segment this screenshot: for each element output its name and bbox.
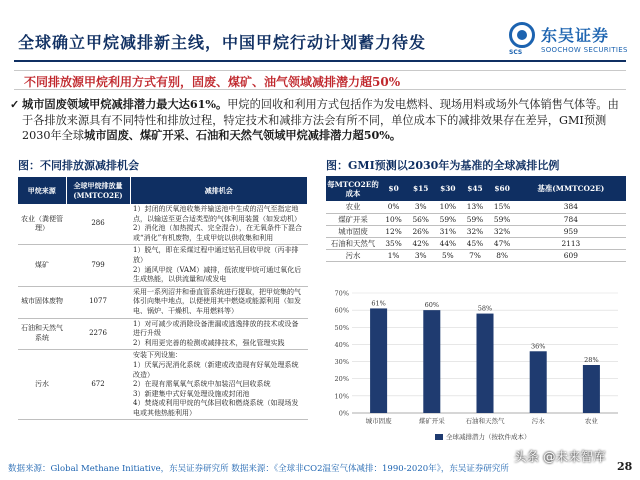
bar xyxy=(370,308,387,413)
y-tick-label: 50% xyxy=(334,323,349,332)
header xyxy=(0,0,640,62)
source-cell: 城市固体废物 xyxy=(18,286,66,318)
table-row xyxy=(18,286,308,318)
col-header-amount: 全球甲烷排放量(MMTCO2E) xyxy=(66,177,130,204)
logo-mark-text: SCS xyxy=(509,49,523,56)
col-header: $0 xyxy=(380,176,407,201)
data-label: 61% xyxy=(371,299,386,308)
logo-mark-icon xyxy=(509,22,535,48)
watermark: 头条 @未来智库 xyxy=(514,449,606,464)
x-tick-label: 石油和天然气 xyxy=(465,417,505,425)
data-label: 58% xyxy=(477,304,493,313)
source-cell: 农业（粪便管理） xyxy=(18,204,66,245)
checkmark-icon: ✓ xyxy=(10,98,20,111)
col-header-source: 甲烷来源 xyxy=(18,177,66,204)
value-cell: 59% xyxy=(489,213,516,225)
row-label-cell: 污水 xyxy=(326,249,380,261)
bar xyxy=(476,314,493,413)
value-cell: 59% xyxy=(434,213,461,225)
value-cell: 26% xyxy=(407,225,434,237)
y-tick-label: 70% xyxy=(334,289,349,298)
value-cell: 5% xyxy=(434,249,461,261)
table-row xyxy=(326,213,626,225)
logo-text-cn: 东吴证券 xyxy=(541,26,610,45)
legend-label: 全球减排潜力（按软件成本） xyxy=(446,433,531,441)
value-cell: 47% xyxy=(489,237,516,249)
value-cell: 45% xyxy=(461,237,488,249)
value-cell: 8% xyxy=(489,249,516,261)
y-tick-label: 0% xyxy=(338,409,349,418)
row-label-cell: 煤矿开采 xyxy=(326,213,380,225)
bullet-paragraph xyxy=(10,97,622,144)
value-cell: 3% xyxy=(407,249,434,261)
value-cell: 44% xyxy=(434,237,461,249)
col-header: $15 xyxy=(407,176,434,201)
value-cell: 32% xyxy=(461,225,488,237)
col-header-opportunity: 减排机会 xyxy=(130,177,308,204)
value-cell: 1% xyxy=(380,249,407,261)
value-cell: 384 xyxy=(516,201,626,213)
y-tick-label: 10% xyxy=(334,392,349,401)
table-row xyxy=(18,204,308,245)
source-cell: 污水 xyxy=(18,350,66,420)
opportunity-cell: 1）对可减少或消除设备泄漏或逃逸排放的技术或设备进行升级 2）利用更完善的检测或减排技术，强化管理实践 xyxy=(130,318,308,350)
value-cell: 42% xyxy=(407,237,434,249)
value-cell: 35% xyxy=(380,237,407,249)
data-label: 36% xyxy=(530,342,546,351)
table-row xyxy=(326,225,626,237)
y-tick-label: 60% xyxy=(334,306,349,315)
value-cell: 59% xyxy=(461,213,488,225)
value-cell: 32% xyxy=(489,225,516,237)
x-tick-label: 农业 xyxy=(584,417,598,425)
opportunity-cell: 1）封闭的厌氧池收集并输送池中生成的沼气至指定地点，以输送至更合适类型的气体利用装置（如发动机） 2）消化池（加热搅式、完全混合），在无氧条件下混合或“消化”有机废物，生成甲烷以供收集和利用 xyxy=(130,204,308,245)
amount-cell: 286 xyxy=(66,204,130,245)
bar xyxy=(530,351,547,413)
bar xyxy=(583,365,600,413)
x-tick-label: 污水 xyxy=(531,417,545,425)
emission-source-table xyxy=(18,177,308,420)
col-header: 基准(MMTCO2E) xyxy=(516,176,626,201)
table-row xyxy=(18,350,308,420)
page-title: 全球确立甲烷减排新主线，中国甲烷行动计划蓄力待发 xyxy=(18,33,427,52)
y-tick-label: 30% xyxy=(334,358,349,367)
table-header-row xyxy=(326,176,626,201)
y-tick-label: 40% xyxy=(334,340,349,349)
table-row xyxy=(326,249,626,261)
col-header: $45 xyxy=(461,176,488,201)
amount-cell: 1077 xyxy=(66,286,130,318)
page-number: 28 xyxy=(617,460,633,473)
chart-svg xyxy=(326,287,626,447)
value-cell: 10% xyxy=(380,213,407,225)
table-header-row xyxy=(18,177,308,204)
value-cell: 609 xyxy=(516,249,626,261)
bar xyxy=(423,310,440,413)
logo xyxy=(509,22,629,58)
value-cell: 0% xyxy=(380,201,407,213)
opportunity-cell: 安装下列设施： 1）厌氧污泥消化系统（新建或改造现有好氧处理系统改造） 2）在现有需氧氧气系统中加装沼气回收系统 3）新建集中式好氧处理设施或封闭池 4）焚烧或利用甲烷的气体回收和燃烧系统（如现场发电或其他热能利用） xyxy=(130,350,308,420)
opportunity-cell: 1）脱气，即在采煤过程中通过钻孔回收甲烷（丙非排放） 2）通风甲烷（VAM）减排，低浓度甲烷可通过氧化后生成热能，以供流量和/或发电 xyxy=(130,245,308,286)
logo-text-en: SOOCHOW SECURITIES xyxy=(541,46,628,54)
row-label-cell: 石油和天然气 xyxy=(326,237,380,249)
bullet-body: 甲烷的回收和利用方式包括作为发电燃料、现场用料或场外气体销售气体等。由于各排放来源具有不同特性和排放过程，特定技术和减排方法会有所不同，单位成本下的减排效果存在差异，GMI预测2030年全球 xyxy=(22,98,619,142)
col-header: $30 xyxy=(434,176,461,201)
left-figure-title: 图：不同排放源减排机会 xyxy=(18,159,139,172)
value-cell: 13% xyxy=(461,201,488,213)
header-divider xyxy=(14,60,626,62)
bullet-tail: 城市固废、煤矿开采、石油和天然气领域甲烷减排潜力超50%。 xyxy=(84,128,402,142)
value-cell: 7% xyxy=(461,249,488,261)
col-header: 每MTCO2E的成本 xyxy=(326,176,380,201)
value-cell: 10% xyxy=(434,201,461,213)
bullet-lead: 城市固废领域甲烷减排潜力最大达61%。 xyxy=(22,97,228,111)
y-tick-label: 20% xyxy=(334,375,349,384)
value-cell: 3% xyxy=(407,201,434,213)
value-cell: 56% xyxy=(407,213,434,225)
x-tick-label: 城市固废 xyxy=(365,417,392,425)
row-label-cell: 农业 xyxy=(326,201,380,213)
source-cell: 石油和天然气系统 xyxy=(18,318,66,350)
data-label: 60% xyxy=(424,301,440,310)
footer-source: 数据来源：Global Methane Initiative，东吴证券研究所 数据来源：《全球非CO2温室气体减排：1990-2020年》，东吴证券研究所 xyxy=(8,464,509,474)
source-cell: 煤矿 xyxy=(18,245,66,286)
amount-cell: 2276 xyxy=(66,318,130,350)
right-figure-title: 图：GMI预测以2030年为基准的全球减排比例 xyxy=(326,159,560,172)
value-cell: 12% xyxy=(380,225,407,237)
amount-cell: 672 xyxy=(66,350,130,420)
value-cell: 2113 xyxy=(516,237,626,249)
reduction-cost-table xyxy=(326,176,626,262)
value-cell: 31% xyxy=(434,225,461,237)
data-label: 28% xyxy=(584,356,599,364)
value-cell: 15% xyxy=(489,201,516,213)
col-header: $60 xyxy=(489,176,516,201)
reduction-potential-chart xyxy=(326,287,626,447)
table-row xyxy=(18,318,308,350)
table-row xyxy=(326,237,626,249)
row-label-cell: 城市固废 xyxy=(326,225,380,237)
table-row xyxy=(18,245,308,286)
legend-swatch xyxy=(435,434,443,440)
section-subtitle: 不同排放源甲烷利用方式有别，固废、煤矿、油气领域减排潜力超50% xyxy=(14,70,626,90)
table-row xyxy=(326,201,626,213)
value-cell: 959 xyxy=(516,225,626,237)
amount-cell: 799 xyxy=(66,245,130,286)
value-cell: 784 xyxy=(516,213,626,225)
x-tick-label: 煤矿开采 xyxy=(418,417,445,425)
opportunity-cell: 采用一系列沼井和垂直管系统进行提取，把甲烷集的气体引向集中地点，以便使用其中燃烧或能源利用（如发电、锅炉、干燥机、车用燃料等） xyxy=(130,286,308,318)
